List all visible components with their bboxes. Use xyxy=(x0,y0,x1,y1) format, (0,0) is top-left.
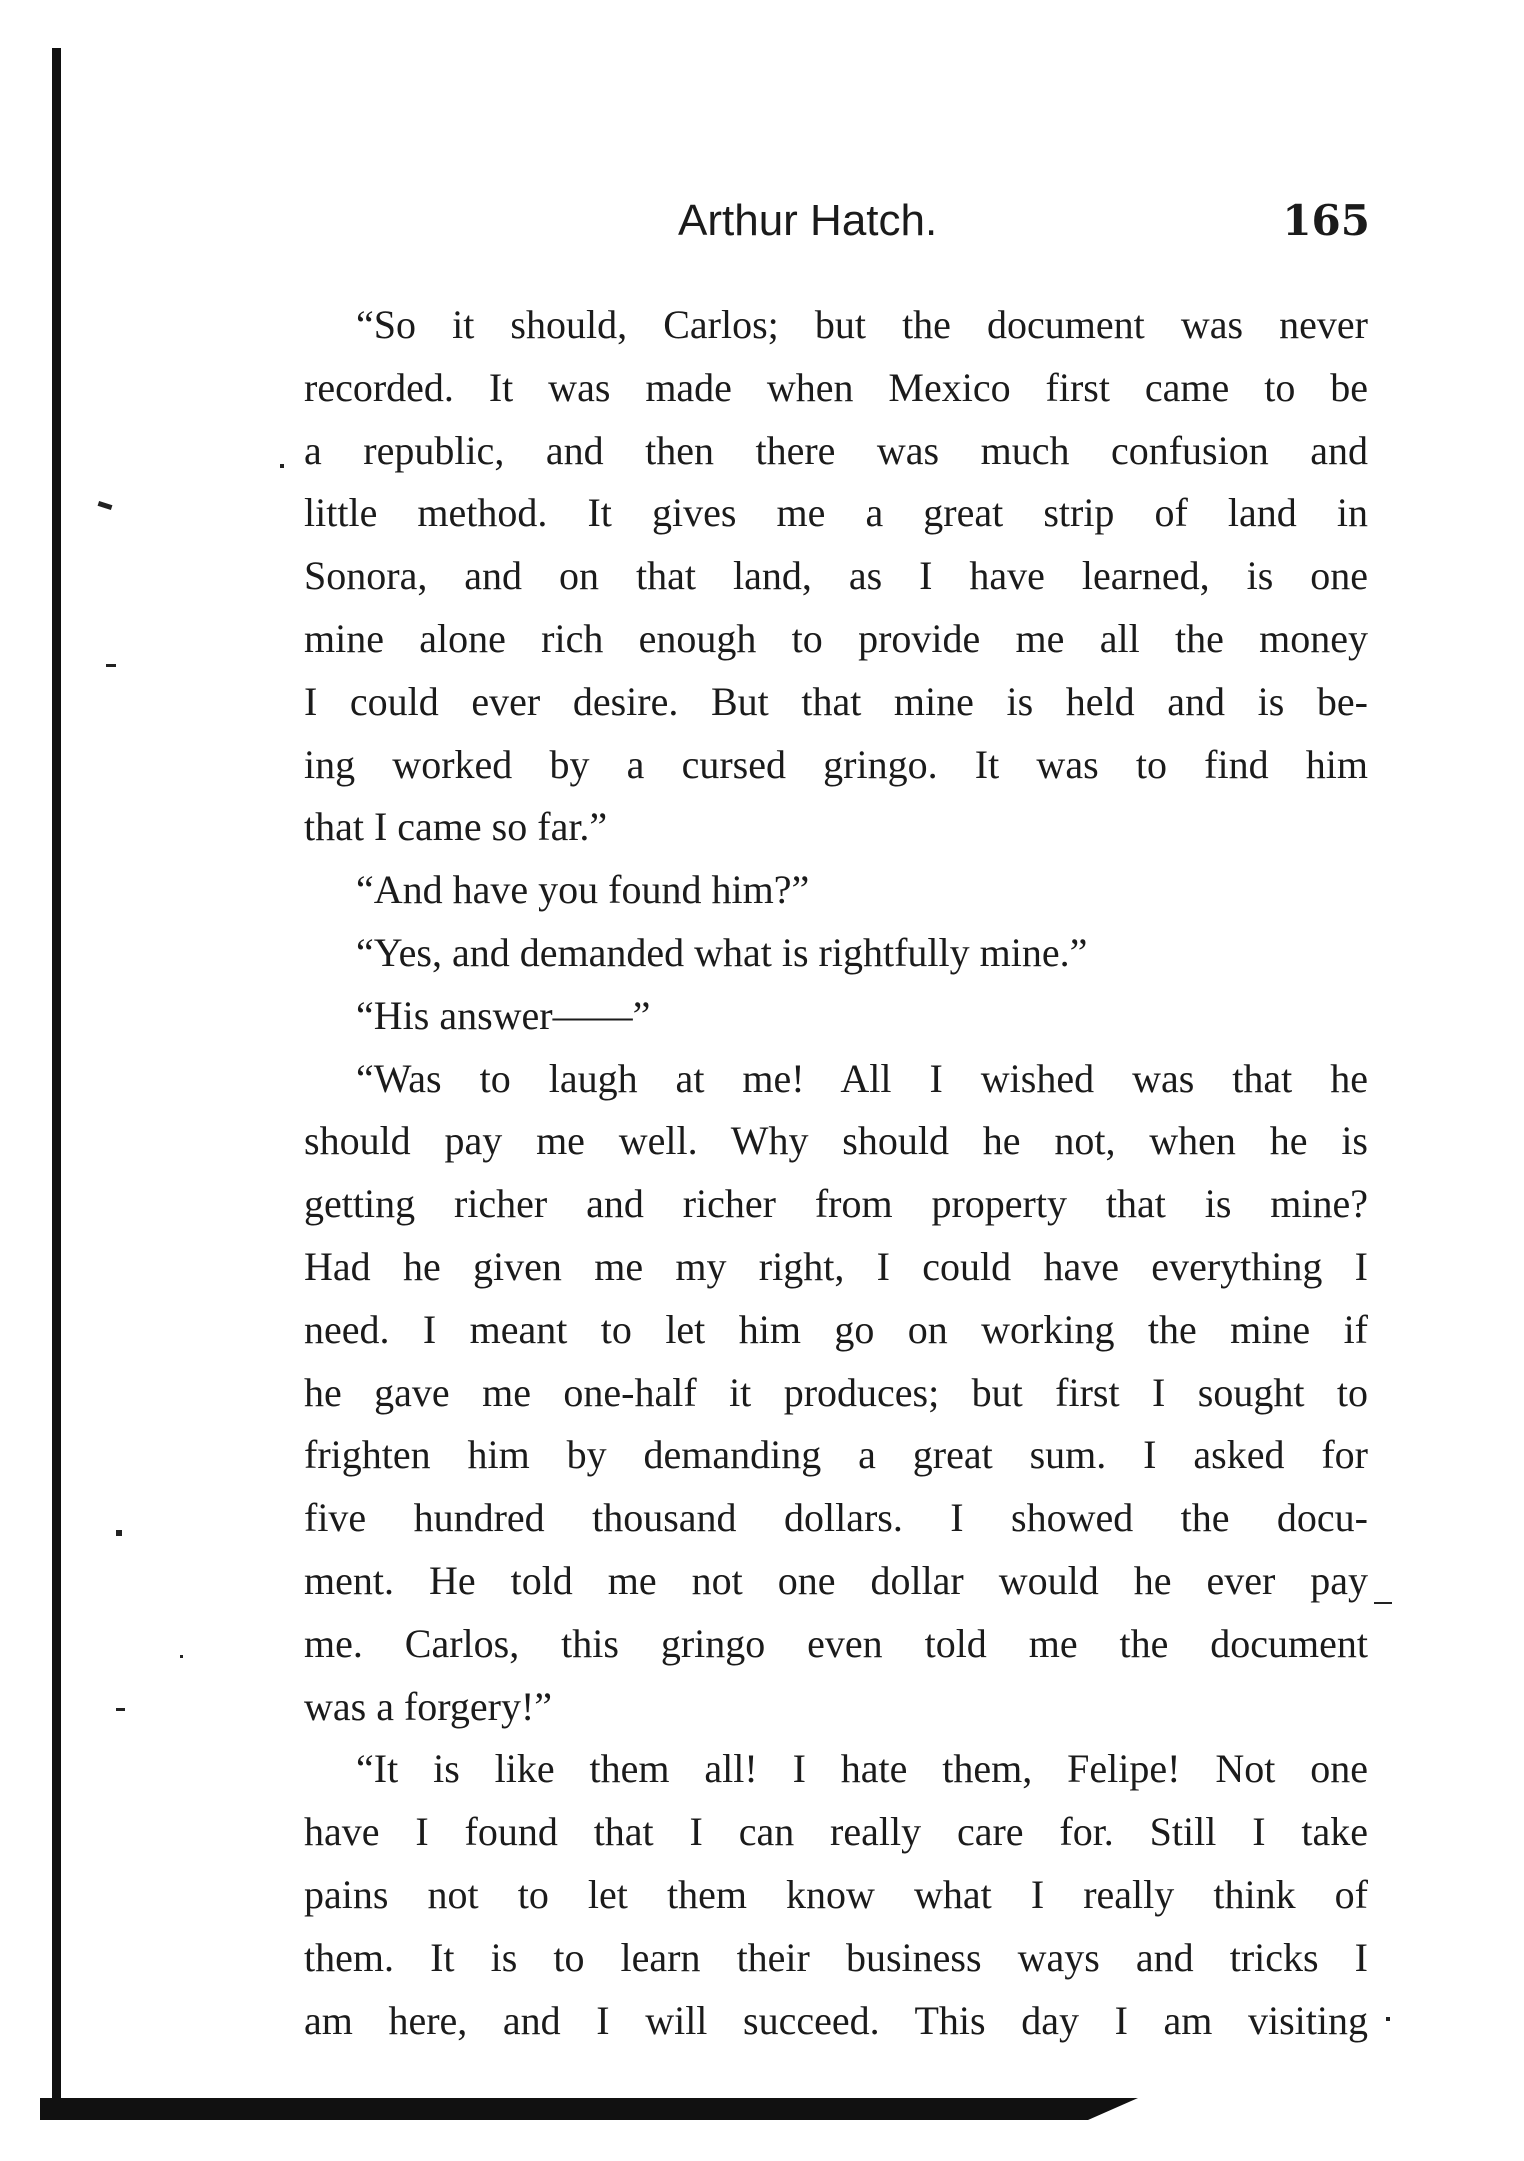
text-line: getting richer and richer from property that is mine? xyxy=(304,1181,1368,1227)
running-title: Arthur Hatch. xyxy=(678,196,938,245)
text-line: “So it should, Carlos; but the document was never xyxy=(356,302,1368,347)
text-line: “It is like them all! I hate them, Felipe! Not one xyxy=(356,1746,1368,1792)
scan-speck xyxy=(1374,1602,1392,1604)
scan-speck xyxy=(280,464,284,468)
text-line: “Was to laugh at me! All I wished was that he xyxy=(356,1055,1368,1101)
text-line: mine alone rich enough to provide me all the money xyxy=(304,615,1368,661)
text-line: have I found that I can really care for. Still I take xyxy=(304,1809,1368,1855)
left-margin-rule xyxy=(52,48,61,2106)
scan-speck xyxy=(180,1655,183,1658)
text-line: he gave me one-half it produces; but first I sought to xyxy=(304,1369,1368,1415)
text-line: Sonora, and on that land, as I have learned, is one xyxy=(304,553,1368,599)
text-line: that I came so far.” xyxy=(304,804,608,850)
text-line: them. It is to learn their business ways and tricks I xyxy=(304,1934,1368,1980)
body-text xyxy=(304,294,1368,2052)
text-line: five hundred thousand dollars. I showed the docu- xyxy=(304,1495,1368,1541)
text-line: recorded. It was made when Mexico first came to be xyxy=(304,364,1368,410)
text-line: am here, and I will succeed. This day I am visiting xyxy=(304,1997,1368,2043)
page-number: 165 xyxy=(1282,196,1370,245)
text-line: Had he given me my right, I could have everything I xyxy=(304,1243,1368,1289)
scan-speck xyxy=(116,1708,125,1711)
text-line: “Yes, and demanded what is rightfully mine.” xyxy=(356,929,1088,975)
scan-speck xyxy=(1386,2017,1390,2021)
text-line: “His answer——” xyxy=(356,992,651,1038)
text-line: me. Carlos, this gringo even told me the document xyxy=(304,1620,1368,1666)
text-line: ing worked by a cursed gringo. It was to find him xyxy=(304,741,1368,787)
scan-speck xyxy=(106,664,116,667)
text-line: “And have you found him?” xyxy=(356,867,810,913)
scan-speck xyxy=(98,501,113,510)
text-line: a republic, and then there was much confusion and xyxy=(304,427,1368,473)
page-header xyxy=(300,196,1370,266)
text-line: ment. He told me not one dollar would he ever pay xyxy=(304,1557,1368,1603)
text-line: was a forgery!” xyxy=(304,1683,553,1729)
text-line: pains not to let them know what I really think of xyxy=(304,1871,1368,1917)
text-line: little method. It gives me a great strip of land in xyxy=(304,490,1368,536)
text-line: frighten him by demanding a great sum. I asked for xyxy=(304,1432,1368,1478)
scan-speck xyxy=(116,1530,122,1536)
text-line: should pay me well. Why should he not, when he is xyxy=(304,1118,1368,1164)
bottom-rule xyxy=(40,2098,1138,2120)
text-line: need. I meant to let him go on working the mine if xyxy=(304,1306,1368,1352)
text-line: I could ever desire. But that mine is held and is be- xyxy=(304,678,1368,724)
